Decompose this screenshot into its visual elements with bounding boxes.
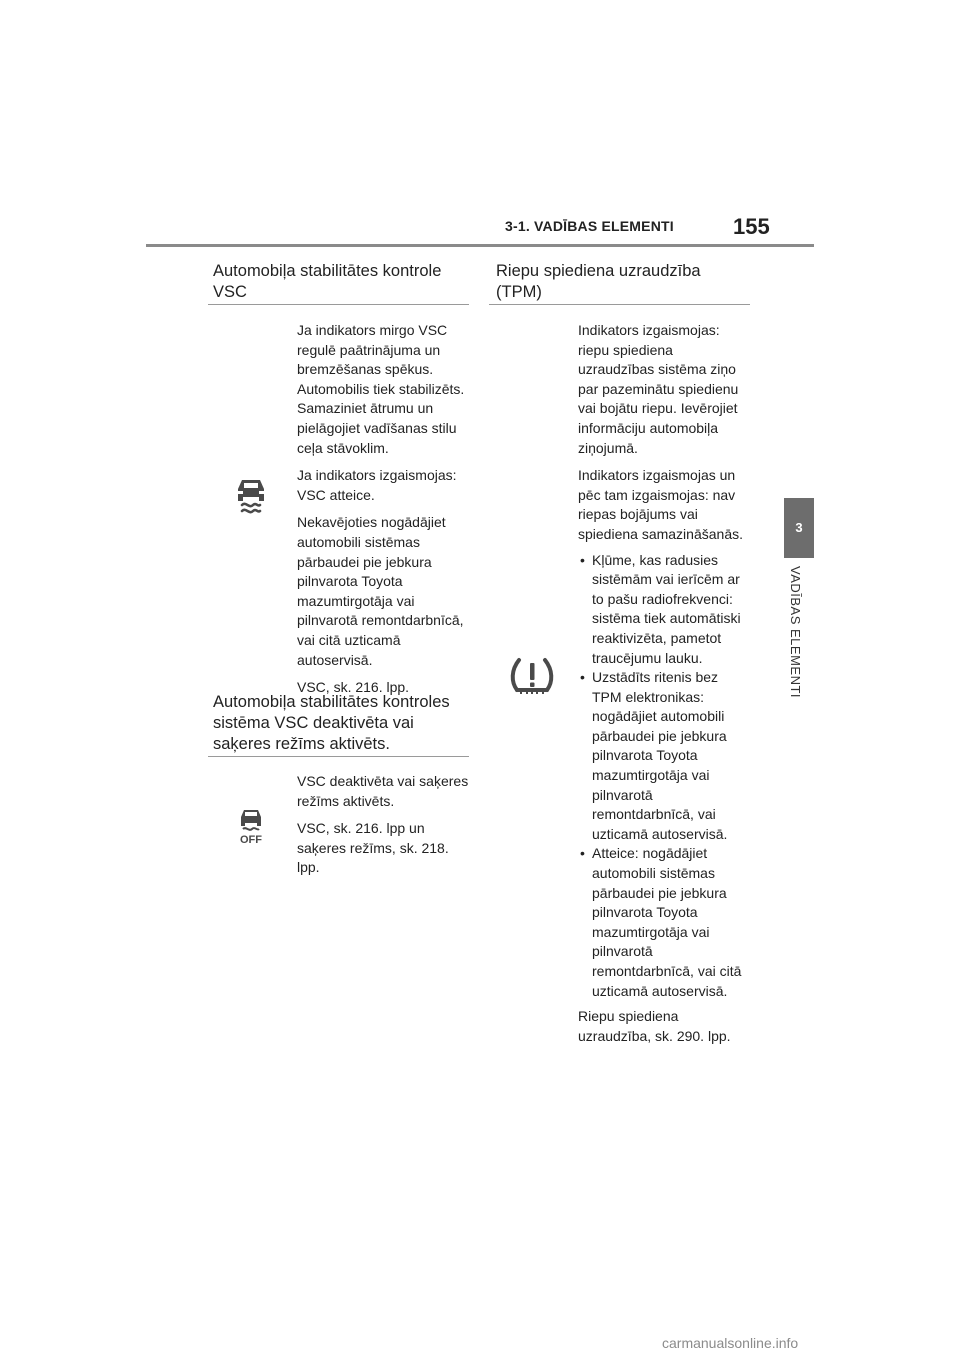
section-rule xyxy=(208,304,469,305)
page-number: 155 xyxy=(733,214,770,239)
list-item: • Atteice: nogādājiet automobili sistēmas pārbaudei pie jebkura pilnvarota Toyota mazumtirgotāja vai pilnvarotā remontdarbnīcā, vai citā uzticamā autoservisā. xyxy=(578,844,750,1001)
vsc-off-section-text xyxy=(297,772,469,886)
page-reference: Riepu spiediena uzraudzība, sk. 290. lpp. xyxy=(578,1008,731,1044)
vsc-section-title: Automobiļa stabilitātes kontrole VSC xyxy=(213,262,442,301)
page-reference: VSC, sk. 216. lpp. xyxy=(297,679,410,696)
bullet-list xyxy=(578,551,750,1002)
tpm-section-text xyxy=(578,321,750,1054)
vsc-slip-icon xyxy=(233,476,269,514)
paragraph: Nekavējoties nogādājiet automobili sistēmas pārbaudei pie jebkura pilnvarota Toyota mazumtirgotāja vai pilnvarotā remontdarbnīcā, vai citā uzticamā autoservisā. xyxy=(297,514,464,668)
paragraph: VSC deaktivēta vai saķeres režīms aktivēts. xyxy=(297,773,469,809)
section-header: 3-1. VADĪBAS ELEMENTI xyxy=(505,218,674,234)
vsc-off-icon xyxy=(237,808,265,846)
section-rule xyxy=(208,756,469,757)
paragraph: Indikators izgaismojas un pēc tam izgaismojas: nav riepas bojājums vai spiediena samazināšanās. xyxy=(578,467,743,542)
chapter-tab: 3 xyxy=(784,498,814,558)
chapter-tab-label: VADĪBAS ELEMENTI xyxy=(788,566,803,699)
header-rule xyxy=(146,244,814,247)
paragraph: Ja indikators mirgo VSC regulē paātrinājuma un bremzēšanas spēkus. Automobilis tiek stabilizēts. Samaziniet ātrumu un pielāgojiet vadīšanas stilu ceļa stāvoklim. xyxy=(297,322,465,456)
paragraph: Indikators izgaismojas: riepu spiediena uzraudzības sistēma ziņo par pazeminātu spiedienu vai bojātu riepu. Ievērojiet informāciju automobiļa ziņojumā. xyxy=(578,322,739,456)
vsc-off-section-title: Automobiļa stabilitātes kontroles sistēma VSC deaktivēta vai saķeres režīms aktivēts. xyxy=(213,693,450,753)
vsc-section-text xyxy=(297,321,469,706)
off-icon-text: OFF xyxy=(240,834,262,846)
tire-pressure-warning-icon xyxy=(510,657,554,695)
tpm-section-title: Riepu spiediena uzraudzība (TPM) xyxy=(496,262,701,301)
watermark: carmanualsonline.info xyxy=(662,1335,799,1351)
paragraph: Ja indikators izgaismojas: VSC atteice. xyxy=(297,467,457,503)
list-item: • Uzstādīts ritenis bez TPM elektronikas: nogādājiet automobili pārbaudei pie jebkura pilnvarota Toyota mazumtirgotāja vai pilnvarotā remontdarbnīcā, vai uzticamā autoservisā. xyxy=(578,668,750,844)
list-item: • Kļūme, kas radusies sistēmām vai ierīcēm ar to pašu radiofrekvenci: sistēma tiek automātiski reaktivizēta, pametot traucējumu lauku. xyxy=(578,551,750,669)
page-reference: VSC, sk. 216. lpp un saķeres režīms, sk. 218. lpp. xyxy=(297,820,449,876)
section-rule xyxy=(489,304,750,305)
